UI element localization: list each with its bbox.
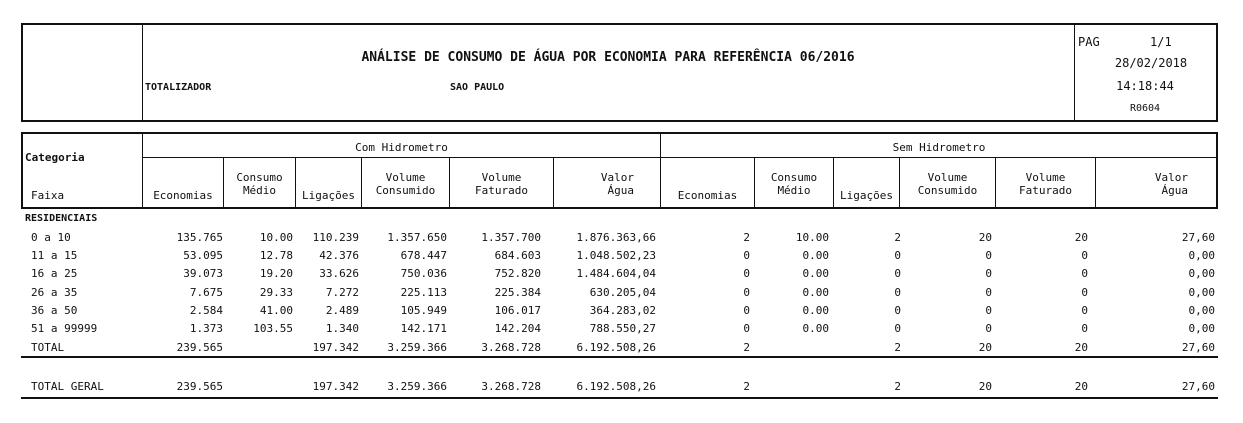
- total-underline: [21, 356, 1218, 358]
- col-ligacoes: Ligações: [302, 189, 355, 202]
- sem-hidrometro-label: Sem Hidrometro: [892, 141, 986, 154]
- col-volume-consumido-1: Volume: [385, 171, 426, 184]
- report-code: R0604: [1129, 103, 1161, 114]
- col-ligacoes-sem: Ligações: [840, 189, 893, 202]
- cell-ligacoes-sem: 0: [894, 267, 901, 280]
- cell-valor-agua: 1.876.363,66: [576, 231, 656, 244]
- total-geral-underline: [21, 397, 1218, 399]
- cell-volume-consumido: 225.113: [400, 286, 447, 299]
- cell-volume-faturado: 225.384: [494, 286, 541, 299]
- cell-ligacoes: 1.340: [325, 322, 359, 335]
- cell-faixa: 16 a 25: [31, 267, 78, 280]
- cell-economias: 2.584: [189, 304, 223, 317]
- cell-volume-faturado-sem: 20: [1074, 341, 1088, 354]
- report-title: ANÁLISE DE CONSUMO DE ÁGUA POR ECONOMIA PARA REFERÊNCIA 06/2016: [361, 50, 855, 65]
- cell-consumo-medio-sem: 10.00: [795, 231, 829, 244]
- cell-economias: 7.675: [189, 286, 223, 299]
- page-number: 1/1: [1150, 35, 1172, 49]
- cell-volume-consumido: 105.949: [400, 304, 447, 317]
- cell-volume-consumido: 750.036: [400, 267, 447, 280]
- col-volume-faturado-1: Volume: [481, 171, 522, 184]
- cell-economias: 239.565: [176, 380, 223, 393]
- cell-ligacoes-sem: 2: [894, 231, 901, 244]
- cell-volume-faturado: 142.204: [494, 322, 541, 335]
- cell-volume-consumido-sem: 20: [978, 341, 992, 354]
- cell-valor-agua-sem: 0,00: [1188, 286, 1215, 299]
- cell-valor-agua-sem: 27,60: [1181, 341, 1215, 354]
- cell-valor-agua-sem: 27,60: [1181, 231, 1215, 244]
- cell-ligacoes: 2.489: [325, 304, 359, 317]
- page-label: PAG: [1078, 35, 1100, 49]
- cell-ligacoes: 7.272: [325, 286, 359, 299]
- com-hidrometro-label: Com Hidrometro: [355, 141, 448, 154]
- cell-volume-consumido: 3.259.366: [387, 380, 447, 393]
- cell-economias: 39.073: [183, 267, 223, 280]
- group-underline: [142, 157, 1217, 158]
- cell-volume-faturado: 752.820: [494, 267, 541, 280]
- cell-volume-faturado: 684.603: [494, 249, 541, 262]
- cell-volume-consumido: 142.171: [400, 322, 447, 335]
- cell-volume-faturado: 3.268.728: [481, 341, 541, 354]
- cell-valor-agua-sem: 0,00: [1188, 322, 1215, 335]
- cell-economias: 135.765: [176, 231, 223, 244]
- cell-valor-agua-sem: 0,00: [1188, 249, 1215, 262]
- cell-volume-consumido-sem: 0: [985, 267, 992, 280]
- cell-ligacoes-sem: 2: [894, 341, 901, 354]
- cell-volume-consumido: 1.357.650: [387, 231, 447, 244]
- col-volume-consumido-2-sem: Consumido: [917, 184, 978, 197]
- cell-ligacoes: 110.239: [312, 231, 359, 244]
- cell-faixa: 11 a 15: [31, 249, 78, 262]
- cell-faixa: TOTAL GERAL: [31, 380, 104, 393]
- categoria-label: Categoria: [25, 151, 85, 164]
- cell-volume-consumido-sem: 0: [985, 304, 992, 317]
- cell-valor-agua: 6.192.508,26: [576, 341, 656, 354]
- cell-valor-agua: 364.283,02: [589, 304, 656, 317]
- cell-valor-agua-sem: 27,60: [1181, 380, 1215, 393]
- cell-economias-sem: 0: [743, 322, 750, 335]
- cell-economias: 53.095: [183, 249, 223, 262]
- cell-valor-agua: 630.205,04: [589, 286, 656, 299]
- totalizador-label: TOTALIZADOR: [145, 82, 212, 93]
- cell-ligacoes-sem: 0: [894, 286, 901, 299]
- col-valor-2-sem: Água: [1161, 184, 1188, 197]
- cell-consumo-medio: 12.78: [259, 249, 293, 262]
- cell-economias-sem: 0: [743, 304, 750, 317]
- col-volume-consumido-2: Consumido: [375, 184, 436, 197]
- cell-ligacoes: 33.626: [319, 267, 359, 280]
- cell-volume-faturado: 3.268.728: [481, 380, 541, 393]
- cell-economias-sem: 2: [743, 341, 750, 354]
- cell-volume-faturado-sem: 20: [1074, 380, 1088, 393]
- cell-volume-faturado-sem: 0: [1081, 322, 1088, 335]
- col-volume-consumido-1-sem: Volume: [927, 171, 968, 184]
- cell-consumo-medio: 29.33: [259, 286, 293, 299]
- cell-volume-faturado: 106.017: [494, 304, 541, 317]
- cell-consumo-medio: 10.00: [259, 231, 293, 244]
- col-valor-1: Valor: [600, 171, 634, 184]
- col-economias-sem: Economias: [677, 189, 738, 202]
- cell-volume-consumido: 3.259.366: [387, 341, 447, 354]
- cell-consumo-medio-sem: 0.00: [802, 322, 829, 335]
- cell-consumo-medio: 41.00: [259, 304, 293, 317]
- city-label: SAO PAULO: [450, 82, 505, 93]
- cell-ligacoes-sem: 0: [894, 249, 901, 262]
- cell-volume-consumido-sem: 0: [985, 322, 992, 335]
- cell-volume-faturado-sem: 0: [1081, 286, 1088, 299]
- cell-valor-agua: 788.550,27: [589, 322, 656, 335]
- col-consumo-medio: Médio: [242, 184, 277, 197]
- cell-valor-agua: 6.192.508,26: [576, 380, 656, 393]
- col-economias: Economias: [153, 189, 213, 202]
- cell-ligacoes: 42.376: [319, 249, 359, 262]
- cell-consumo-medio: 103.55: [253, 322, 293, 335]
- cell-faixa: 51 a 99999: [31, 322, 98, 335]
- cell-consumo-medio-sem: 0.00: [802, 286, 829, 299]
- cell-economias: 239.565: [176, 341, 223, 354]
- cell-consumo-medio-sem: 0.00: [802, 249, 829, 262]
- cell-valor-agua: 1.484.604,04: [576, 267, 656, 280]
- cell-valor-agua: 1.048.502,23: [576, 249, 656, 262]
- cell-valor-agua-sem: 0,00: [1188, 304, 1215, 317]
- cell-economias-sem: 2: [743, 231, 750, 244]
- cell-volume-consumido: 678.447: [400, 249, 447, 262]
- report-date: 28/02/2018: [1114, 56, 1188, 70]
- cell-faixa: 0 a 10: [31, 231, 71, 244]
- col-valor-2: Água: [607, 184, 634, 197]
- cell-faixa: 36 a 50: [31, 304, 78, 317]
- report-header: [21, 23, 1218, 122]
- cell-volume-faturado-sem: 0: [1081, 249, 1088, 262]
- cell-ligacoes-sem: 0: [894, 322, 901, 335]
- cell-volume-consumido-sem: 20: [978, 231, 992, 244]
- col-volume-faturado-1-sem: Volume: [1025, 171, 1066, 184]
- cell-volume-consumido-sem: 0: [985, 286, 992, 299]
- cell-faixa: TOTAL: [31, 341, 65, 354]
- cell-ligacoes-sem: 2: [894, 380, 901, 393]
- col-valor-1-sem: Valor: [1154, 171, 1188, 184]
- cell-volume-faturado-sem: 0: [1081, 267, 1088, 280]
- cell-volume-faturado: 1.357.700: [481, 231, 541, 244]
- cell-volume-consumido-sem: 20: [978, 380, 992, 393]
- col-consumo: Consumo: [236, 171, 283, 184]
- cell-valor-agua-sem: 0,00: [1188, 267, 1215, 280]
- cell-faixa: 26 a 35: [31, 286, 78, 299]
- header-divider-left: [142, 24, 143, 121]
- cell-consumo-medio: 19.20: [259, 267, 293, 280]
- cell-consumo-medio-sem: 0.00: [802, 304, 829, 317]
- col-consumo-sem: Consumo: [770, 171, 818, 184]
- cell-consumo-medio-sem: 0.00: [802, 267, 829, 280]
- cell-ligacoes: 197.342: [312, 380, 359, 393]
- report-time: 14:18:44: [1116, 79, 1174, 93]
- col-volume-faturado-2-sem: Faturado: [1019, 184, 1072, 197]
- cell-volume-faturado-sem: 0: [1081, 304, 1088, 317]
- cell-volume-consumido-sem: 0: [985, 249, 992, 262]
- cell-ligacoes: 197.342: [312, 341, 359, 354]
- cell-volume-faturado-sem: 20: [1074, 231, 1088, 244]
- cell-economias-sem: 0: [743, 267, 750, 280]
- faixa-label: Faixa: [31, 189, 65, 202]
- section-residenciais: RESIDENCIAIS: [25, 213, 98, 224]
- cell-economias-sem: 0: [743, 286, 750, 299]
- col-volume-faturado-2: Faturado: [475, 184, 528, 197]
- cell-economias-sem: 0: [743, 249, 750, 262]
- cell-economias-sem: 2: [743, 380, 750, 393]
- cell-ligacoes-sem: 0: [894, 304, 901, 317]
- col-consumo-medio-sem: Médio: [777, 184, 811, 197]
- cell-economias: 1.373: [189, 322, 223, 335]
